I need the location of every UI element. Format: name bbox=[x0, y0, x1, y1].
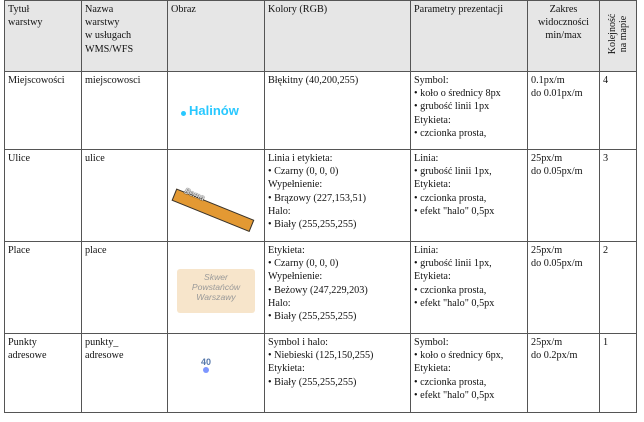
layer-spec-table bbox=[4, 0, 637, 413]
table-row bbox=[5, 334, 637, 413]
cell-kolejnosc: 2 bbox=[600, 242, 637, 334]
cell-zakres: 25px/m do 0.05px/m bbox=[528, 150, 600, 242]
address-label-sample: 40 bbox=[201, 357, 212, 367]
header-parametry: Parametry prezentacji bbox=[411, 1, 528, 72]
cell-parametry: Symbol: • koło o średnicy 6px, Etykieta: • czcionka prosta, • efekt "halo" 0,5px bbox=[411, 334, 528, 413]
header-nazwa: Nazwa warstwy w usługach WMS/WFS bbox=[82, 1, 168, 72]
table-row bbox=[5, 150, 637, 242]
header-kolory: Kolory (RGB) bbox=[265, 1, 411, 72]
cell-kolory: Linia i etykieta: • Czarny (0, 0, 0) Wypełnienie: • Brązowy (227,153,51) Halo: • Biały (255,255,255) bbox=[265, 150, 411, 242]
header-obraz: Obraz bbox=[168, 1, 265, 72]
cell-nazwa: punkty_ adresowe bbox=[82, 334, 168, 413]
cell-zakres: 0.1px/m do 0.01px/m bbox=[528, 72, 600, 150]
header-row bbox=[5, 1, 637, 72]
cell-tytul: Ulice bbox=[5, 150, 82, 242]
street-label-sample: Bema bbox=[183, 186, 206, 203]
cell-tytul: Place bbox=[5, 242, 82, 334]
cell-parametry: Linia: • grubość linii 1px, Etykieta: • czcionka prosta, • efekt "halo" 0,5px bbox=[411, 150, 528, 242]
address-point-dot bbox=[203, 367, 209, 373]
cell-kolejnosc: 1 bbox=[600, 334, 637, 413]
cell-kolory: Błękitny (40,200,255) bbox=[265, 72, 411, 150]
square-label-sample: Skwer Powstańców Warszawy bbox=[191, 272, 241, 302]
cell-obraz bbox=[168, 242, 265, 334]
place-label-sample: Halinów bbox=[189, 103, 239, 118]
cell-zakres: 25px/m do 0.05px/m bbox=[528, 242, 600, 334]
cell-kolejnosc: 4 bbox=[600, 72, 637, 150]
cell-nazwa: place bbox=[82, 242, 168, 334]
header-tytul: Tytuł warstwy bbox=[5, 1, 82, 72]
cell-kolory: Etykieta: • Czarny (0, 0, 0) Wypełnienie: • Beżowy (247,229,203) Halo: • Biały (255,255,255) bbox=[265, 242, 411, 334]
cell-zakres: 25px/m do 0.2px/m bbox=[528, 334, 600, 413]
table-row bbox=[5, 72, 637, 150]
cell-nazwa: miejscowosci bbox=[82, 72, 168, 150]
cell-tytul: Miejscowości bbox=[5, 72, 82, 150]
table-row bbox=[5, 242, 637, 334]
place-symbol-dot bbox=[181, 111, 186, 116]
header-kolejnosc bbox=[600, 1, 637, 72]
header-kolejnosc-text: Kolejność na mapie bbox=[607, 13, 629, 55]
cell-kolejnosc: 3 bbox=[600, 150, 637, 242]
cell-nazwa: ulice bbox=[82, 150, 168, 242]
cell-parametry: Symbol: • koło o średnicy 8px • grubość linii 1px Etykieta: • czcionka prosta, bbox=[411, 72, 528, 150]
cell-obraz bbox=[168, 72, 265, 150]
cell-obraz bbox=[168, 334, 265, 413]
header-zakres: Zakres widoczności min/max bbox=[528, 1, 600, 72]
cell-kolory: Symbol i halo: • Niebieski (125,150,255) Etykieta: • Biały (255,255,255) bbox=[265, 334, 411, 413]
cell-parametry: Linia: • grubość linii 1px, Etykieta: • czcionka prosta, • efekt "halo" 0,5px bbox=[411, 242, 528, 334]
cell-obraz bbox=[168, 150, 265, 242]
cell-tytul: Punkty adresowe bbox=[5, 334, 82, 413]
